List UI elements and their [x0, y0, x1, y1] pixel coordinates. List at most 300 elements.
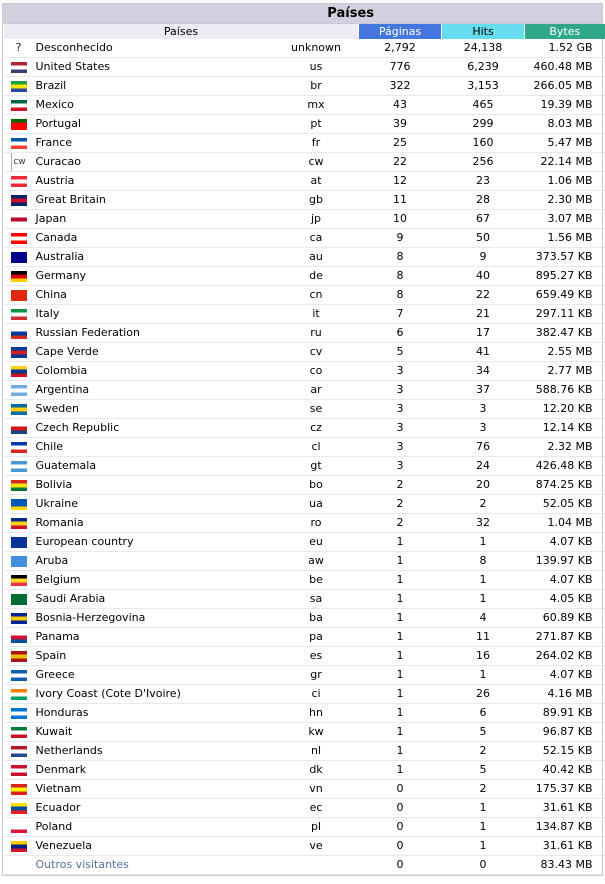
bytes-value: 4.07 KB	[525, 666, 605, 685]
country-name: Honduras	[34, 704, 274, 723]
country-code: ve	[274, 837, 359, 856]
hits-value: 1	[442, 533, 525, 552]
table-row	[4, 134, 605, 153]
country-name: United States	[34, 58, 274, 77]
flag-cell	[4, 210, 34, 229]
bytes-value: 8.03 MB	[525, 115, 605, 134]
flag-cell	[4, 685, 34, 704]
flag-cell	[4, 134, 34, 153]
pages-value: 2	[359, 514, 442, 533]
country-name: Aruba	[34, 552, 274, 571]
flag-cell	[4, 837, 34, 856]
table-row	[4, 799, 605, 818]
hits-value: 1	[442, 799, 525, 818]
table-row	[4, 39, 605, 58]
country-name: Sweden	[34, 400, 274, 419]
country-code: cw	[274, 153, 359, 172]
panel-title: Países	[3, 4, 602, 24]
bytes-value: 40.42 KB	[525, 761, 605, 780]
country-name: Chile	[34, 438, 274, 457]
country-name: Mexico	[34, 96, 274, 115]
country-code: kw	[274, 723, 359, 742]
header-hits: Hits	[442, 24, 525, 39]
bytes-value: 22.14 MB	[525, 153, 605, 172]
table-row	[4, 419, 605, 438]
hits-value: 24	[442, 457, 525, 476]
table-row	[4, 343, 605, 362]
bytes-value: 4.05 KB	[525, 590, 605, 609]
flag-cell	[4, 514, 34, 533]
country-name: Saudi Arabia	[34, 590, 274, 609]
table-row	[4, 324, 605, 343]
country-code: bo	[274, 476, 359, 495]
flag-cell	[4, 761, 34, 780]
pages-value: 1	[359, 647, 442, 666]
ci-flag-icon	[11, 689, 27, 700]
table-row	[4, 191, 605, 210]
table-row	[4, 571, 605, 590]
pages-value: 1	[359, 666, 442, 685]
table-row	[4, 742, 605, 761]
pages-value: 8	[359, 286, 442, 305]
hits-value: 8	[442, 552, 525, 571]
cv-flag-icon	[11, 347, 27, 358]
country-name: Poland	[34, 818, 274, 837]
ua-flag-icon	[11, 499, 27, 510]
bytes-value: 4.16 MB	[525, 685, 605, 704]
pages-value: 2,792	[359, 39, 442, 58]
country-name: Italy	[34, 305, 274, 324]
vn-flag-icon	[11, 784, 27, 795]
country-code: aw	[274, 552, 359, 571]
table-row	[4, 438, 605, 457]
country-code: se	[274, 400, 359, 419]
hits-value: 40	[442, 267, 525, 286]
kw-flag-icon	[11, 727, 27, 738]
header-countries: Países	[4, 24, 359, 39]
hn-flag-icon	[11, 708, 27, 719]
bytes-value: 175.37 KB	[525, 780, 605, 799]
flag-cell	[4, 77, 34, 96]
hits-value: 23	[442, 172, 525, 191]
ve-flag-icon	[11, 841, 27, 852]
country-name: Ivory Coast (Cote D'Ivoire)	[34, 685, 274, 704]
country-code: sa	[274, 590, 359, 609]
flag-cell	[4, 723, 34, 742]
bytes-value: 2.77 MB	[525, 362, 605, 381]
bytes-value: 1.56 MB	[525, 229, 605, 248]
flag-cell	[4, 666, 34, 685]
bytes-value: 874.25 KB	[525, 476, 605, 495]
country-name: Spain	[34, 647, 274, 666]
bytes-value: 659.49 KB	[525, 286, 605, 305]
pages-value: 7	[359, 305, 442, 324]
dk-flag-icon	[11, 765, 27, 776]
eu-flag-icon	[11, 537, 27, 548]
country-name: European country	[34, 533, 274, 552]
hits-value: 22	[442, 286, 525, 305]
country-code: ci	[274, 685, 359, 704]
bytes-value: 139.97 KB	[525, 552, 605, 571]
table-row	[4, 761, 605, 780]
hits-value: 4	[442, 609, 525, 628]
hits-value: 41	[442, 343, 525, 362]
gt-flag-icon	[11, 461, 27, 472]
country-code: cv	[274, 343, 359, 362]
bytes-value: 3.07 MB	[525, 210, 605, 229]
mx-flag-icon	[11, 100, 27, 111]
table-header-row	[4, 24, 605, 39]
country-code: unknown	[274, 39, 359, 58]
table-row	[4, 647, 605, 666]
flag-cell	[4, 818, 34, 837]
bytes-value: 382.47 KB	[525, 324, 605, 343]
pages-value: 12	[359, 172, 442, 191]
flag-cell	[4, 400, 34, 419]
country-name: Austria	[34, 172, 274, 191]
pages-value: 25	[359, 134, 442, 153]
country-code: ec	[274, 799, 359, 818]
country-name: Australia	[34, 248, 274, 267]
hits-value: 5	[442, 723, 525, 742]
pages-value: 0	[359, 818, 442, 837]
flag-cell	[4, 552, 34, 571]
table-row	[4, 685, 605, 704]
pages-value: 0	[359, 856, 442, 875]
flag-cell	[4, 476, 34, 495]
bytes-value: 96.87 KB	[525, 723, 605, 742]
country-code: ru	[274, 324, 359, 343]
flag-cell	[4, 248, 34, 267]
country-name: Bolivia	[34, 476, 274, 495]
se-flag-icon	[11, 404, 27, 415]
pages-value: 1	[359, 609, 442, 628]
country-code: hn	[274, 704, 359, 723]
flag-cell	[4, 780, 34, 799]
country-code: ba	[274, 609, 359, 628]
country-name: Russian Federation	[34, 324, 274, 343]
hits-value: 1	[442, 590, 525, 609]
table-row	[4, 590, 605, 609]
pages-value: 3	[359, 362, 442, 381]
country-name: Canada	[34, 229, 274, 248]
hits-value: 1	[442, 818, 525, 837]
es-flag-icon	[11, 651, 27, 662]
flag-cell	[4, 419, 34, 438]
bytes-value: 1.04 MB	[525, 514, 605, 533]
ro-flag-icon	[11, 518, 27, 529]
table-row	[4, 248, 605, 267]
pages-value: 43	[359, 96, 442, 115]
country-code	[274, 856, 359, 875]
flag-cell	[4, 39, 34, 58]
hits-value: 1	[442, 837, 525, 856]
table-row	[4, 533, 605, 552]
pages-value: 1	[359, 628, 442, 647]
flag-cell	[4, 742, 34, 761]
bytes-value: 460.48 MB	[525, 58, 605, 77]
country-name: China	[34, 286, 274, 305]
header-bytes: Bytes	[525, 24, 605, 39]
ba-flag-icon	[11, 613, 27, 624]
cn-flag-icon	[11, 290, 27, 301]
bytes-value: 2.55 MB	[525, 343, 605, 362]
table-row	[4, 666, 605, 685]
flag-cell	[4, 533, 34, 552]
hits-value: 3	[442, 400, 525, 419]
country-name: France	[34, 134, 274, 153]
hits-value: 20	[442, 476, 525, 495]
hits-value: 16	[442, 647, 525, 666]
table-row	[4, 362, 605, 381]
table-row	[4, 780, 605, 799]
flag-cell	[4, 229, 34, 248]
bytes-value: 60.89 KB	[525, 609, 605, 628]
hits-value: 1	[442, 571, 525, 590]
country-name: Kuwait	[34, 723, 274, 742]
pages-value: 1	[359, 742, 442, 761]
hits-value: 37	[442, 381, 525, 400]
co-flag-icon	[11, 366, 27, 377]
bytes-value: 2.30 MB	[525, 191, 605, 210]
country-name: Czech Republic	[34, 419, 274, 438]
us-flag-icon	[11, 62, 27, 73]
bytes-value: 1.52 GB	[525, 39, 605, 58]
pages-value: 2	[359, 495, 442, 514]
bytes-value: 89.91 KB	[525, 704, 605, 723]
bytes-value: 12.20 KB	[525, 400, 605, 419]
flag-cell	[4, 172, 34, 191]
table-row	[4, 495, 605, 514]
country-code: co	[274, 362, 359, 381]
flag-cell	[4, 628, 34, 647]
flag-cell	[4, 704, 34, 723]
hits-value: 21	[442, 305, 525, 324]
pages-value: 776	[359, 58, 442, 77]
table-row	[4, 286, 605, 305]
pages-value: 1	[359, 590, 442, 609]
pages-value: 0	[359, 780, 442, 799]
ca-flag-icon	[11, 233, 27, 244]
flag-cell	[4, 153, 34, 172]
table-row	[4, 457, 605, 476]
table-row	[4, 723, 605, 742]
bytes-value: 895.27 KB	[525, 267, 605, 286]
bytes-value: 52.05 KB	[525, 495, 605, 514]
bytes-value: 297.11 KB	[525, 305, 605, 324]
pages-value: 11	[359, 191, 442, 210]
other-visitors-label: Outros visitantes	[34, 856, 274, 875]
country-code: dk	[274, 761, 359, 780]
hits-value: 76	[442, 438, 525, 457]
country-name: Cape Verde	[34, 343, 274, 362]
cz-flag-icon	[11, 423, 27, 434]
table-row	[4, 381, 605, 400]
country-name: Bosnia-Herzegovina	[34, 609, 274, 628]
bytes-value: 271.87 KB	[525, 628, 605, 647]
country-code: it	[274, 305, 359, 324]
country-code: ca	[274, 229, 359, 248]
table-row	[4, 552, 605, 571]
country-name: Guatemala	[34, 457, 274, 476]
country-name: Great Britain	[34, 191, 274, 210]
country-name: Venezuela	[34, 837, 274, 856]
country-name: Greece	[34, 666, 274, 685]
country-name: Ecuador	[34, 799, 274, 818]
flag-cell	[4, 457, 34, 476]
bytes-value: 52.15 KB	[525, 742, 605, 761]
hits-value: 6,239	[442, 58, 525, 77]
country-name: Panama	[34, 628, 274, 647]
bo-flag-icon	[11, 480, 27, 491]
flag-cell	[4, 362, 34, 381]
table-row	[4, 609, 605, 628]
cl-flag-icon	[11, 442, 27, 453]
table-row	[4, 818, 605, 837]
pl-flag-icon	[11, 822, 27, 833]
flag-cell	[4, 343, 34, 362]
flag-cell	[4, 571, 34, 590]
pt-flag-icon	[11, 119, 27, 130]
bytes-value: 373.57 KB	[525, 248, 605, 267]
flag-cell	[4, 590, 34, 609]
table-row	[4, 267, 605, 286]
table-row	[4, 305, 605, 324]
country-code: ar	[274, 381, 359, 400]
country-name: Romania	[34, 514, 274, 533]
pages-value: 1	[359, 761, 442, 780]
country-code: jp	[274, 210, 359, 229]
country-code: be	[274, 571, 359, 590]
pages-value: 5	[359, 343, 442, 362]
table-row	[4, 476, 605, 495]
table-row	[4, 153, 605, 172]
hits-value: 26	[442, 685, 525, 704]
country-name: Japan	[34, 210, 274, 229]
pages-value: 1	[359, 533, 442, 552]
country-code: eu	[274, 533, 359, 552]
hits-value: 3	[442, 419, 525, 438]
hits-value: 2	[442, 495, 525, 514]
country-code: cl	[274, 438, 359, 457]
ec-flag-icon	[11, 803, 27, 814]
hits-value: 11	[442, 628, 525, 647]
country-code: au	[274, 248, 359, 267]
hits-value: 67	[442, 210, 525, 229]
other-visitors-row	[4, 856, 605, 875]
br-flag-icon	[11, 81, 27, 92]
country-name: Belgium	[34, 571, 274, 590]
hits-value: 5	[442, 761, 525, 780]
table-row	[4, 58, 605, 77]
flag-cell	[4, 799, 34, 818]
hits-value: 1	[442, 666, 525, 685]
pages-value: 8	[359, 248, 442, 267]
jp-flag-icon	[11, 214, 27, 225]
pages-value: 6	[359, 324, 442, 343]
flag-cell	[4, 609, 34, 628]
country-code: us	[274, 58, 359, 77]
pages-value: 3	[359, 438, 442, 457]
flag-cell	[4, 286, 34, 305]
ar-flag-icon	[11, 385, 27, 396]
header-pages: Páginas	[359, 24, 442, 39]
pages-value: 322	[359, 77, 442, 96]
hits-value: 6	[442, 704, 525, 723]
pages-value: 39	[359, 115, 442, 134]
bytes-value: 5.47 MB	[525, 134, 605, 153]
pages-value: 0	[359, 837, 442, 856]
be-flag-icon	[11, 575, 27, 586]
country-name: Desconhecido	[34, 39, 274, 58]
flag-cell	[4, 58, 34, 77]
country-code: mx	[274, 96, 359, 115]
pages-value: 3	[359, 457, 442, 476]
flag-cell	[4, 495, 34, 514]
hits-value: 28	[442, 191, 525, 210]
table-row	[4, 210, 605, 229]
country-code: vn	[274, 780, 359, 799]
pages-value: 3	[359, 419, 442, 438]
pages-value: 8	[359, 267, 442, 286]
country-code: pl	[274, 818, 359, 837]
country-name: Argentina	[34, 381, 274, 400]
country-code: gr	[274, 666, 359, 685]
bytes-value: 31.61 KB	[525, 837, 605, 856]
hits-value: 3,153	[442, 77, 525, 96]
pages-value: 22	[359, 153, 442, 172]
table-row	[4, 704, 605, 723]
country-name: Denmark	[34, 761, 274, 780]
hits-value: 9	[442, 248, 525, 267]
gr-flag-icon	[11, 670, 27, 681]
flag-cell	[4, 856, 34, 875]
country-name: Portugal	[34, 115, 274, 134]
bytes-value: 134.87 KB	[525, 818, 605, 837]
pages-value: 1	[359, 552, 442, 571]
flag-cell	[4, 305, 34, 324]
countries-table	[3, 24, 605, 875]
table-row	[4, 115, 605, 134]
flag-cell	[4, 96, 34, 115]
country-code: de	[274, 267, 359, 286]
flag-cell	[4, 647, 34, 666]
hits-value: 299	[442, 115, 525, 134]
bytes-value: 4.07 KB	[525, 533, 605, 552]
countries-panel	[2, 3, 603, 876]
country-code: ro	[274, 514, 359, 533]
flag-cell	[4, 191, 34, 210]
bytes-value: 4.07 KB	[525, 571, 605, 590]
cw-flag-icon: cw	[11, 153, 25, 171]
pages-value: 3	[359, 400, 442, 419]
pages-value: 1	[359, 571, 442, 590]
country-code: pa	[274, 628, 359, 647]
flag-cell	[4, 267, 34, 286]
hits-value: 0	[442, 856, 525, 875]
country-name: Ukraine	[34, 495, 274, 514]
country-code: gb	[274, 191, 359, 210]
table-row	[4, 229, 605, 248]
hits-value: 465	[442, 96, 525, 115]
bytes-value: 426.48 KB	[525, 457, 605, 476]
pages-value: 3	[359, 381, 442, 400]
hits-value: 160	[442, 134, 525, 153]
country-code: cz	[274, 419, 359, 438]
table-body	[4, 39, 605, 875]
table-row	[4, 172, 605, 191]
bytes-value: 31.61 KB	[525, 799, 605, 818]
